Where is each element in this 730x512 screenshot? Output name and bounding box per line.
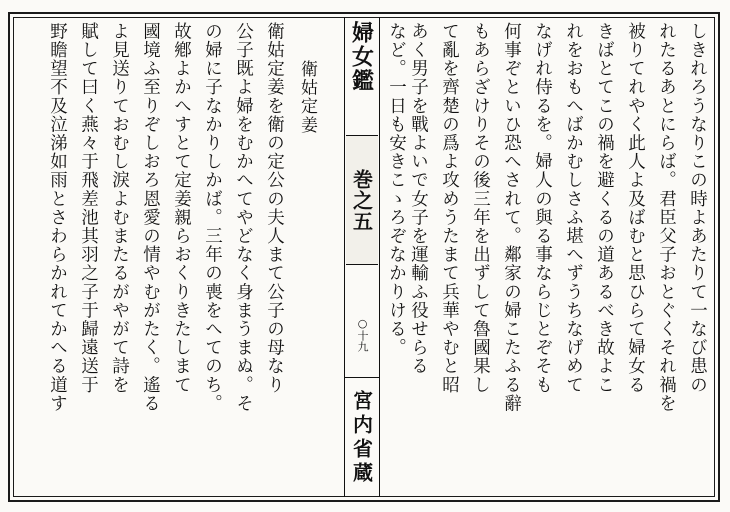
right-page-column: れたるあとにらば。君臣父子おとぐくそれ禍を bbox=[656, 22, 677, 413]
right-page-column: れをおもへばかむしさふ堪へずうちなげめて bbox=[563, 22, 584, 394]
left-page-column: 衛姑定姜を衛の定公の夫人まて公子の母なり bbox=[264, 22, 285, 394]
left-page-column: の婦に子なかりしかば。三年の喪をへてのち。 bbox=[202, 22, 223, 413]
right-page-column: あく男子を戰よいで女子を運輸ふ役せらる bbox=[408, 22, 429, 376]
volume-label: 巻之五 bbox=[346, 135, 378, 265]
right-page-column: きばとてこの禍を避くるの道あるべき故よこ bbox=[594, 22, 615, 394]
book-title: 婦女鑑 bbox=[348, 21, 375, 93]
center-gutter bbox=[344, 17, 380, 497]
left-page-column: 故鄕よかへすとて定姜親らおくりきたしまて bbox=[171, 22, 192, 394]
left-page-column: よ見送りておむし淚よむまたるがやがて詩を bbox=[109, 22, 130, 394]
right-page-column: もあらざけりその後三年を出ずして魯國果し bbox=[470, 22, 491, 394]
right-page-column: 何事ぞといひ恐へされて。鄰家の婦こたふる辭 bbox=[501, 22, 522, 413]
right-page-column: なげれ侍るを。婦人の與る事ならじとぞそも bbox=[532, 22, 553, 394]
section-heading: 衛姑定姜 bbox=[297, 60, 317, 135]
right-page-column: て亂を齊楚の爲よ攻めうたまて兵華やむと昭 bbox=[439, 22, 460, 394]
left-page-column: 賦して曰く燕々于飛差池其羽之子于歸遠送于 bbox=[78, 22, 99, 394]
left-page-column: 國境ふ至りぞしおろ恩愛の情やむがたく。遙る bbox=[140, 22, 161, 413]
right-page-column: しきれろうなりこの時よあたりて一なび患の bbox=[687, 22, 708, 394]
publisher-mark: 宮内省蔵 bbox=[345, 377, 379, 498]
right-page-column: 被りてれやく此人よ及ばむと思ひらて婦女る bbox=[625, 22, 646, 394]
left-page-column: 公子既よ婦をむかへてやどなく身まうまぬ。そ bbox=[233, 22, 254, 413]
left-page-column: 野瞻望不及泣涕如雨とさわらかれてかへる道す bbox=[47, 22, 68, 413]
folio-number: ○十九 bbox=[356, 317, 369, 352]
right-page-column: など。一日も安きこゝろぞなかりける。 bbox=[386, 22, 407, 357]
